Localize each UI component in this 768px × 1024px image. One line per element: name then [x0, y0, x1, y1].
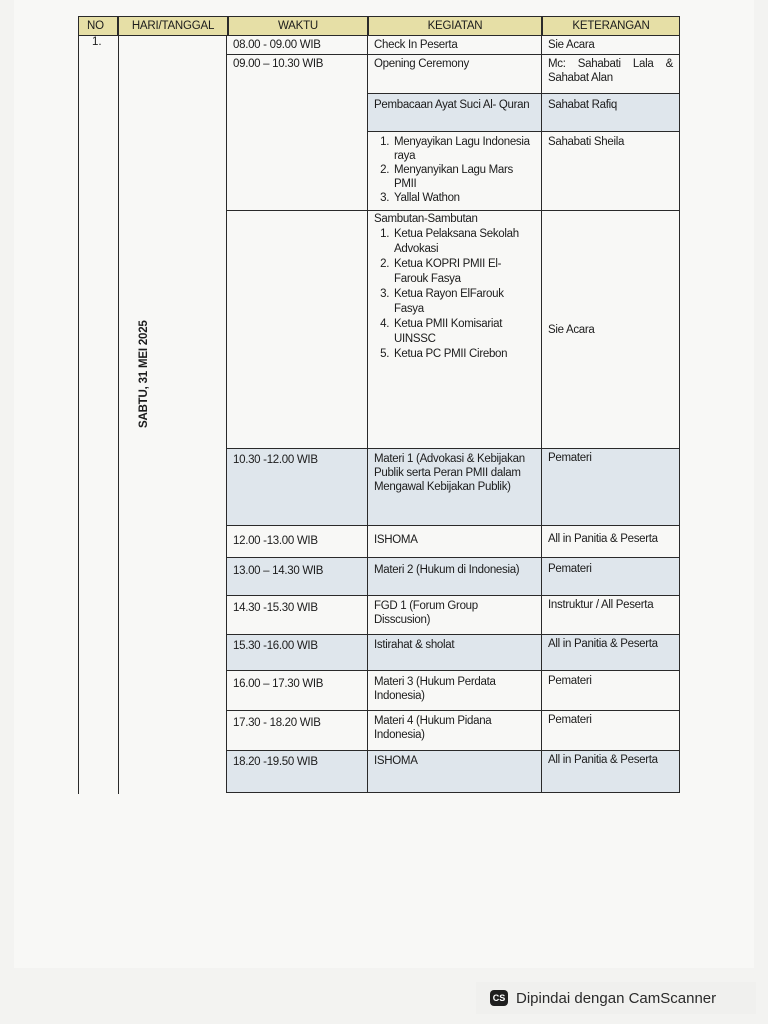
- waktu-cell: 12.00 -13.00 WIB: [226, 526, 368, 558]
- list-item: 3. Yallal Wathon: [392, 191, 535, 205]
- waktu-cell: 17.30 - 18.20 WIB: [226, 711, 368, 751]
- kegiatan-cell: ISHOMA: [368, 526, 542, 558]
- table-row: [226, 711, 680, 751]
- mc-amp: &: [665, 58, 673, 70]
- col-line-left: [78, 36, 79, 794]
- kegiatan-cell: [368, 132, 542, 211]
- kegiatan-cell: ISHOMA: [368, 751, 542, 793]
- mc-alan: Sahabat Alan: [548, 72, 613, 84]
- table-row: [226, 558, 680, 596]
- table-row: [226, 596, 680, 635]
- kegiatan-cell: Materi 1 (Advokasi & Kebijakan Publik serta Peran PMII dalam Mengawal Kebijakan Publik): [368, 449, 542, 526]
- kegiatan-cell: FGD 1 (Forum Group Disscusion): [368, 596, 542, 635]
- keterangan-cell: Sahabat Rafiq: [542, 94, 680, 132]
- table-row: [226, 36, 680, 55]
- kegiatan-cell: Check In Peserta: [368, 36, 542, 55]
- list-item: 2. Menyanyikan Lagu Mars PMII: [392, 163, 535, 191]
- waktu-cell: 16.00 – 17.30 WIB: [226, 671, 368, 711]
- waktu-cell: 08.00 - 09.00 WIB: [226, 36, 368, 55]
- keterangan-cell: Pemateri: [542, 671, 680, 711]
- waktu-cell: 15.30 -16.00 WIB: [226, 635, 368, 671]
- keterangan-cell: All in Panitia & Peserta: [542, 751, 680, 793]
- list-item: 1. Menyayikan Lagu Indonesia raya: [392, 135, 535, 163]
- waktu-cell: 13.00 – 14.30 WIB: [226, 558, 368, 596]
- kegiatan-cell: Pembacaan Ayat Suci Al- Quran: [368, 94, 542, 132]
- keterangan-cell: Sahabati Sheila: [542, 132, 680, 211]
- mc-sahabati: Sahabati: [577, 58, 621, 70]
- mc-lala: Lala: [632, 58, 654, 70]
- kegiatan-cell: Materi 4 (Hukum Pidana Indonesia): [368, 711, 542, 751]
- watermark-text: Dipindai dengan CamScanner: [516, 989, 717, 1007]
- col-line-no: [118, 36, 119, 794]
- waktu-cell: 10.30 -12.00 WIB: [226, 449, 368, 526]
- keterangan-cell: All in Panitia & Peserta: [542, 635, 680, 671]
- table-row: [226, 751, 680, 793]
- kegiatan-cell: Materi 3 (Hukum Perdata Indonesia): [368, 671, 542, 711]
- sambutan-title: Sambutan-Sambutan: [374, 213, 478, 225]
- table-row: [226, 526, 680, 558]
- camscanner-watermark: [476, 982, 756, 1014]
- camscanner-logo-icon: CS: [490, 990, 508, 1006]
- table-row: [226, 635, 680, 671]
- date-label: SABTU, 31 MEI 2025: [138, 320, 150, 428]
- table-row: [226, 132, 680, 211]
- waktu-cell: [226, 211, 368, 449]
- list-item: 1. Ketua Pelaksana Sekolah Advokasi: [392, 227, 535, 257]
- kegiatan-cell: Opening Ceremony: [368, 55, 542, 94]
- keterangan-cell: Pemateri: [542, 711, 680, 751]
- list-item: 2. Ketua KOPRI PMII El-Farouk Fasya: [392, 257, 535, 287]
- keterangan-cell: Pemateri: [542, 449, 680, 526]
- keterangan-cell: Pemateri: [542, 558, 680, 596]
- row-number: 1.: [92, 36, 102, 48]
- table-row: [226, 671, 680, 711]
- keterangan-cell: All in Panitia & Peserta: [542, 526, 680, 558]
- table-row: [226, 211, 680, 449]
- header-hari-tanggal: HARI/TANGGAL: [118, 16, 228, 36]
- kegiatan-cell: [368, 211, 542, 449]
- kegiatan-cell: Istirahat & sholat: [368, 635, 542, 671]
- waktu-cell: 09.00 – 10.30 WIB: [226, 55, 368, 94]
- waktu-cell: [226, 132, 368, 211]
- list-item: 5. Ketua PC PMII Cirebon: [392, 347, 535, 362]
- waktu-cell: [226, 94, 368, 132]
- table-row: [226, 449, 680, 526]
- table-row: [226, 55, 680, 94]
- mc-label: Mc:: [548, 58, 566, 70]
- waktu-cell: 14.30 -15.30 WIB: [226, 596, 368, 635]
- keterangan-cell: Sie Acara: [542, 211, 680, 449]
- schedule-table: [78, 16, 680, 794]
- header-waktu: WAKTU: [228, 16, 368, 36]
- list-item: 4. Ketua PMII Komisariat UINSSC: [392, 317, 535, 347]
- table-row: [226, 94, 680, 132]
- header-no: NO: [78, 16, 118, 36]
- kegiatan-cell: Materi 2 (Hukum di Indonesia): [368, 558, 542, 596]
- waktu-cell: 18.20 -19.50 WIB: [226, 751, 368, 793]
- keterangan-cell: Instruktur / All Peserta: [542, 596, 680, 635]
- list-item: 3. Ketua Rayon ElFarouk Fasya: [392, 287, 535, 317]
- keterangan-cell: Sie Acara: [542, 36, 680, 55]
- keterangan-cell: [542, 55, 680, 94]
- header-kegiatan: KEGIATAN: [368, 16, 542, 36]
- header-keterangan: KETERANGAN: [542, 16, 680, 36]
